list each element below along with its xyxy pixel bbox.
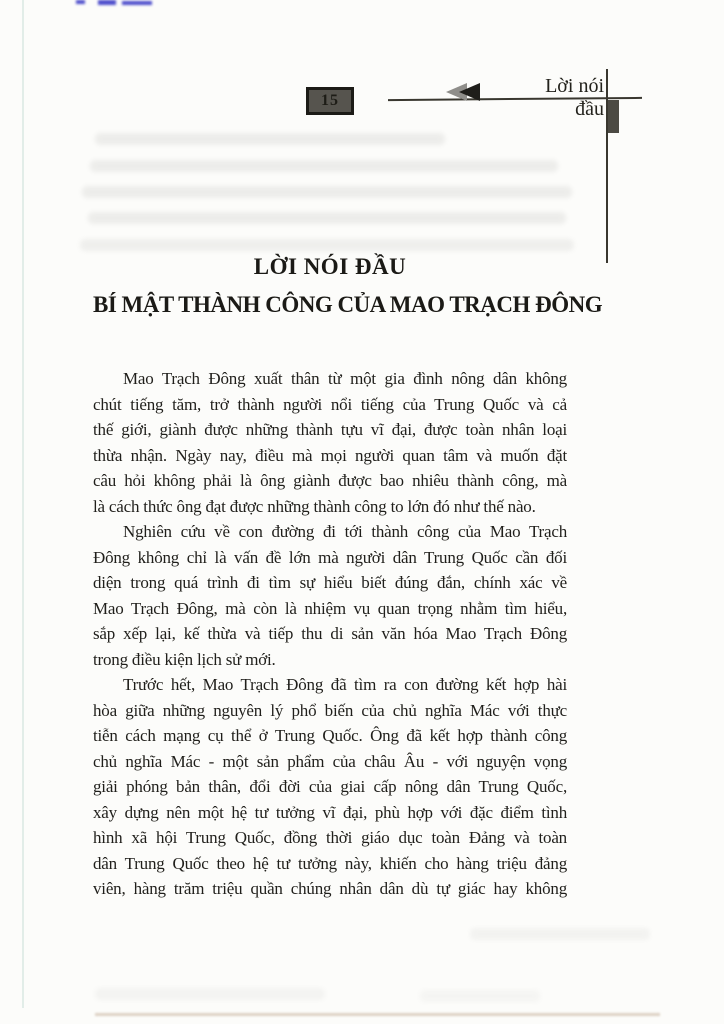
text-line: Đông không chỉ là vấn đề lớn mà người dân Trung Quốc cần đối <box>93 547 567 567</box>
left-arrowhead-icon <box>459 83 480 101</box>
header-vertical-rule <box>606 69 608 263</box>
text-line: hòa giữa những nguyên lý phổ biến của chủ nghĩa Mác với thực <box>93 700 567 720</box>
text-line: dân Trung Quốc theo hệ tư tưởng này, khiến cho hàng triệu đảng <box>93 853 567 873</box>
text-line: chủ nghĩa Mác - một sản phẩm của châu Âu - với nguyện vọng <box>93 751 567 771</box>
bleedthrough-line <box>420 990 540 1002</box>
text-line: diện trong quá trình đi tìm sự hiểu biết đúng đắn, chính xác về <box>93 573 567 592</box>
scan-smudge <box>98 0 116 5</box>
text-line: viên, hàng trăm triệu quần chúng nhân dân dù tự giác hay không <box>93 879 567 898</box>
running-head-section-label: Lời nói đầu <box>545 75 604 120</box>
text-line: giải phóng bản thân, đổi đời của giai cấp nông dân Trung Quốc, <box>93 777 567 796</box>
text-line: thế giới, giành được những thành tựu vĩ đại, được toàn nhân loại <box>93 420 567 439</box>
text-line: Trước hết, Mao Trạch Đông đã tìm ra con đường kết hợp hài <box>123 675 567 694</box>
text-line: Nghiên cứu về con đường đi tới thành công của Mao Trạch <box>123 522 567 541</box>
text-line: Mao Trạch Đông, mà còn là nhiệm vụ quan trọng nhằm tìm hiểu, <box>93 598 567 618</box>
text-line: hình xã hội Trung Quốc, đồng thời giáo dục toàn Đảng và toàn <box>93 828 567 847</box>
bleedthrough-line <box>90 160 558 172</box>
chapter-subheading: BÍ MẬT THÀNH CÔNG CỦA MAO TRẠCH ĐÔNG <box>93 292 603 317</box>
page-bottom-shadow <box>95 1013 660 1016</box>
bleedthrough-line <box>95 133 445 145</box>
text-line: xây dựng nên một hệ tư tưởng vĩ đại, phù hợp với đặc điểm tình <box>93 802 567 822</box>
bleedthrough-line <box>470 928 650 940</box>
text-line: chút tiếng tăm, trở thành người nổi tiếng của Trung Quốc và cả <box>93 394 567 414</box>
text-line: Mao Trạch Đông xuất thân từ một gia đình nông dân không <box>123 369 567 388</box>
text-line: trong điều kiện lịch sử mới. <box>93 649 276 669</box>
chapter-heading: LỜI NÓI ĐẦU <box>253 254 407 279</box>
bleedthrough-line <box>80 239 574 251</box>
text-line: câu hỏi không phải là ông giành được bao nhiêu thành công, mà <box>93 471 567 490</box>
page-number-badge: 15 <box>306 87 354 115</box>
text-line: tiễn cách mạng cụ thể ở Trung Quốc. Ông đã kết hợp thành công <box>93 726 567 745</box>
text-line: thừa nhận. Ngày nay, điều mà mọi người quan tâm và muốn đặt <box>93 445 567 465</box>
bleedthrough-line <box>95 988 325 1000</box>
page-edge-line <box>22 0 24 1008</box>
bleedthrough-line <box>82 186 572 198</box>
scan-smudge <box>122 1 152 5</box>
body-text <box>93 366 567 902</box>
scan-smudge <box>76 0 85 4</box>
text-line: là cách thức ông đạt được những thành công to lớn đó như thế nào. <box>93 496 536 516</box>
bleedthrough-line <box>88 212 566 224</box>
text-line: sắp xếp lại, kế thừa và tiếp thu di sản văn hóa Mao Trạch Đông <box>93 624 567 643</box>
header-corner-tab <box>608 100 619 133</box>
